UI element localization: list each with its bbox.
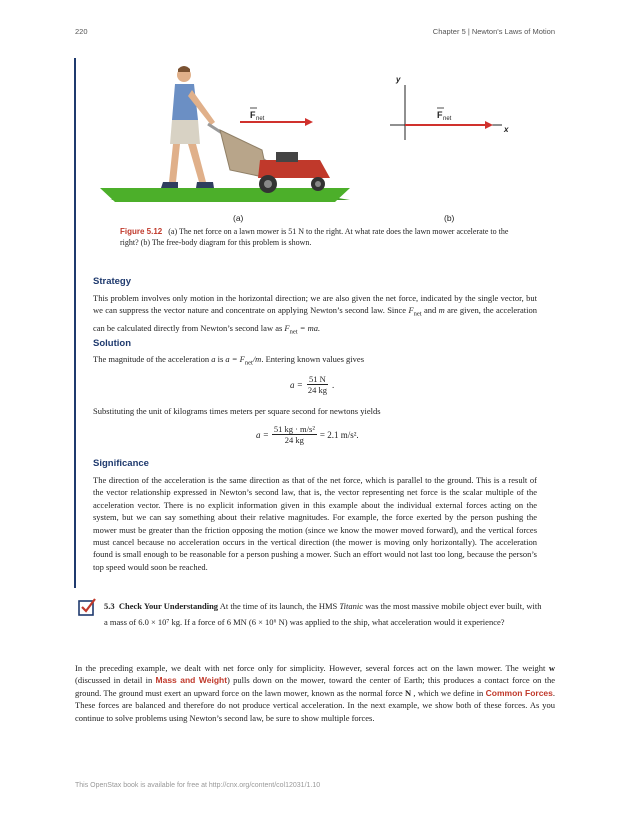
grass-patch: [100, 188, 350, 202]
equation-2-numerator: 51 kg · m/s²: [273, 424, 315, 434]
person-shoe-back: [161, 182, 178, 188]
acceleration-definition: $a = F_{net}/m$: [225, 354, 262, 367]
m-symbol: m: [438, 305, 445, 316]
equation-1-lhs: a =: [290, 379, 303, 390]
solution-paragraph-2: Substituting the unit of kilograms times meters per square second for newtons yields: [93, 406, 381, 416]
person-leg-front: [188, 144, 206, 182]
cu-number: 5.3: [104, 601, 115, 611]
cu-force: (6 × 10⁶ N): [248, 617, 288, 627]
equation-1-denominator: 24 kg: [307, 385, 327, 395]
strategy-paragraph: [93, 292, 537, 339]
strategy-text-1: This problem involves only motion in the horizontal direction; we are also given the net force, indicated by the single vector, but we can suppress the vector nature and concentrate on applying Newton’s second law. Since: [93, 293, 537, 316]
checkbox-icon: [78, 598, 96, 616]
strategy-heading: Strategy: [93, 276, 132, 287]
link-common-forces[interactable]: Common Forces: [485, 687, 553, 698]
solution-paragraph-1: [93, 353, 537, 370]
equation-1-tail: .: [331, 379, 335, 390]
person-shoe-front: [196, 182, 214, 188]
equation-2-denominator: 24 kg: [284, 435, 304, 445]
person-leg-back: [169, 144, 180, 182]
a-symbol: a: [211, 354, 216, 364]
equation-1-fraction: [306, 374, 329, 395]
closing-text-3: ) pulls down on the mower, toward the center of Earth; this produces a contact force on the ground. The ground must exert an upward force on the lawn mower, known as the normal force: [75, 675, 556, 698]
weight-symbol: w: [548, 663, 555, 673]
significance-heading: Significance: [93, 458, 149, 469]
closing-paragraph: [75, 662, 555, 724]
check-understanding: [104, 598, 544, 630]
normal-force-symbol: N: [404, 687, 412, 698]
figure-number: Figure 5.12: [120, 227, 163, 236]
force-label-a: F: [250, 110, 256, 120]
person-shorts: [170, 120, 200, 144]
free-body-diagram: [390, 75, 509, 140]
solution-text-1: The magnitude of the acceleration: [93, 354, 210, 364]
equation-2-lhs: a =: [256, 429, 269, 440]
newton-second-law-inline: $F_{net}$ = ma.: [284, 322, 321, 336]
significance-paragraph: The direction of the acceleration is the same direction as that of the net force, which is parallel to the ground. This is a result of the vector relationship expressed in Newton’s second law, that is, the vector representing net force is the scalar multiple of the acceleration vector. There is no explicit information given in this example about the individual external forces acting on the system, but we can say something about their relative magnitudes. For example, the force exerted by the person pushing the mower must be greater than the friction opposing the motion (since we know the mower moved forward), and the vertical forces must cancel because no acceleration occurs in the vertical direction (the mower is moving only horizontally). The acceleration found is small enough to be reasonable for a person pushing a mower. Such an effort would not last too long, because the person’s top speed would soon be reached.: [93, 475, 537, 572]
link-mass-and-weight[interactable]: Mass and Weight: [155, 675, 228, 686]
cu-text-4: was applied to the ship, what acceleration would it experience?: [289, 617, 505, 627]
equation-2-fraction: [272, 424, 317, 445]
figure-label-b: (b): [444, 213, 455, 223]
force-sub-b: net: [443, 116, 452, 122]
mower-engine: [276, 152, 298, 162]
solution-text-is: is: [217, 354, 224, 364]
equation-1: [290, 374, 334, 395]
closing-text-5: . These forces are balanced and therefore do not produce vertical acceleration. In the next example, we show both of these forces. As you continue to solve problems using Newton’s second law, be sure to show multiple forces.: [75, 687, 555, 723]
fnet-symbol: $F_{net}$: [408, 305, 422, 319]
axis-y-label: y: [396, 75, 401, 84]
equation-1-numerator: 51 N: [309, 374, 326, 384]
strategy-text-2: and: [423, 305, 437, 316]
solution-text-2: . Entering known values gives: [261, 354, 365, 364]
force-label-b: F: [437, 110, 443, 120]
cu-text-3: . If a force of 6 MN: [180, 617, 247, 627]
lawn-mower-illustration: [100, 66, 350, 202]
chapter-title: Chapter 5 | Newton's Laws of Motion: [432, 27, 555, 36]
net-force-arrow-a: [240, 108, 313, 126]
cu-text-2: was the most massive mobile object ever built, with a mass of: [104, 601, 542, 627]
footer-note: This OpenStax book is available for free at http://cnx.org/content/col12031/1.10: [75, 782, 321, 789]
axis-x-label: x: [504, 125, 509, 134]
solution-heading: Solution: [93, 338, 131, 349]
figure-label-a: (a): [233, 213, 244, 223]
example-sidebar-bar: [74, 58, 76, 588]
equation-2-result: = 2.1 m/s².: [319, 429, 359, 440]
closing-text-2: (discussed in detail in: [75, 675, 153, 686]
figure-caption-text: (a) The net force on a lawn mower is 51 N to the right. At what rate does the lawn mower accelerate to the right? (b) The free-body diagram for this problem is shown.: [120, 227, 509, 247]
cu-ship-name: Titanic: [339, 601, 364, 611]
closing-text-4: , which we define in: [413, 687, 484, 698]
force-sub-a: net: [256, 116, 265, 122]
cu-mass: 6.0 × 10⁷ kg: [138, 617, 180, 627]
equation-2: [256, 424, 359, 445]
cu-title: Check Your Understanding: [118, 601, 219, 611]
closing-text-1: In the preceding example, we dealt with net force only for simplicity. However, several forces act on the lawn mower. The weight: [75, 663, 546, 673]
cu-text-1: At the time of its launch, the HMS: [219, 601, 338, 611]
figure-caption: [120, 226, 510, 248]
person-hair: [178, 66, 190, 72]
page-number: 220: [75, 27, 88, 36]
strategy-text-3: are given, the acceleration can be calculated directly from Newton’s second law as: [93, 305, 538, 333]
